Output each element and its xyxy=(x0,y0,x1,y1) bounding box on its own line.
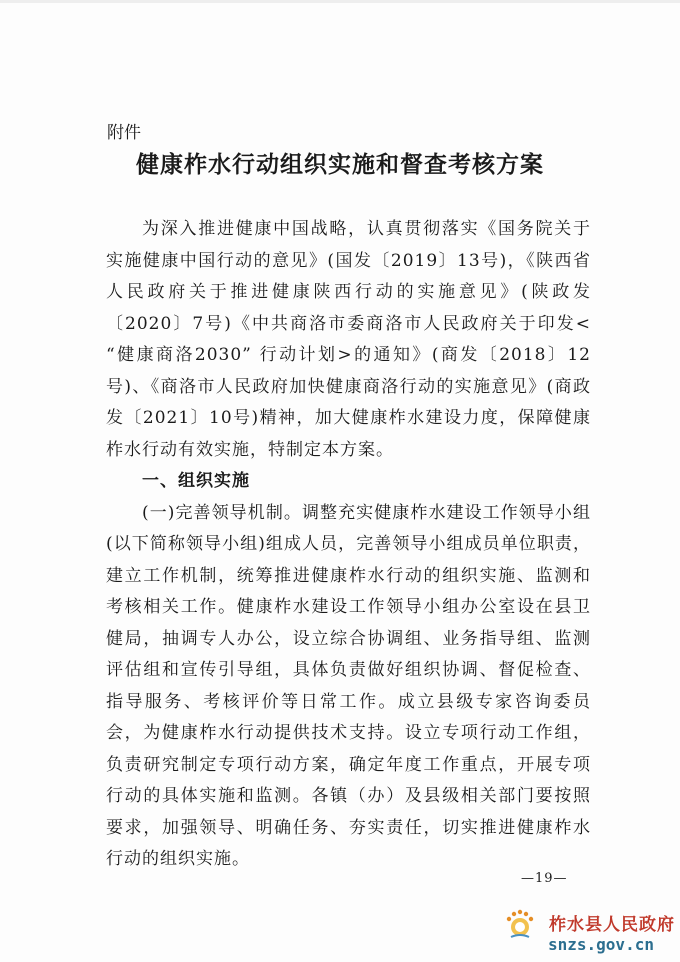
page-number: —19— xyxy=(521,871,568,886)
attachment-label: 附件 xyxy=(107,123,141,143)
page-top-edge xyxy=(0,0,680,3)
footer-site-name: 柞水县人民政府 xyxy=(549,915,675,935)
document-title: 健康柞水行动组织实施和督查考核方案 xyxy=(136,151,544,178)
document-body xyxy=(106,214,591,876)
section-paragraph: (一)完善领导机制。调整充实健康柞水建设工作领导小组(以下简称领导小组)组成人员，完善领导小组成员单位职责，建立工作机制，统筹推进健康柞水行动的组织实施、监测和考核相关工作。健康柞水建设工作领导小组办公室设在县卫健局，抽调专人办公，设立综合协调组、业务指导组、监测评估组和宣传引导组，具体负责做好组织协调、督促检查、指导服务、考核评价等日常工作。成立县级专家咨询委员会，为健康柞水行动提供技术支持。设立专项行动工作组，负责研究制定专项行动方案，确定年度工作重点，开展专项行动的具体实施和监测。各镇（办）及县级相关部门要按照要求，加强领导、明确任务、夯实责任，切实推进健康柞水行动的组织实施。 xyxy=(106,502,591,869)
section-heading: 一、组织实施 xyxy=(142,471,250,491)
footer-site-url[interactable]: snzs.gov.cn xyxy=(548,935,654,954)
intro-paragraph: 为深入推进健康中国战略，认真贯彻落实《国务院关于实施健康中国行动的意见》(国发〔2019〕13号)，《陕西省人民政府关于推进健康陕西行动的实施意见》(陕政发〔2020〕7号)《中共商洛市委商洛市人民政府关于印发< “健康商洛2030” 行动计划>的通知》(商发〔2018〕12号)、《商洛市人民政府加快健康商洛行动的实施意见》(商政发〔2021〕10号)精神，加大健康柞水建设力度，保障健康柞水行动有效实施，特制定本方案。 xyxy=(106,219,591,460)
sun-emblem-icon xyxy=(505,909,535,941)
